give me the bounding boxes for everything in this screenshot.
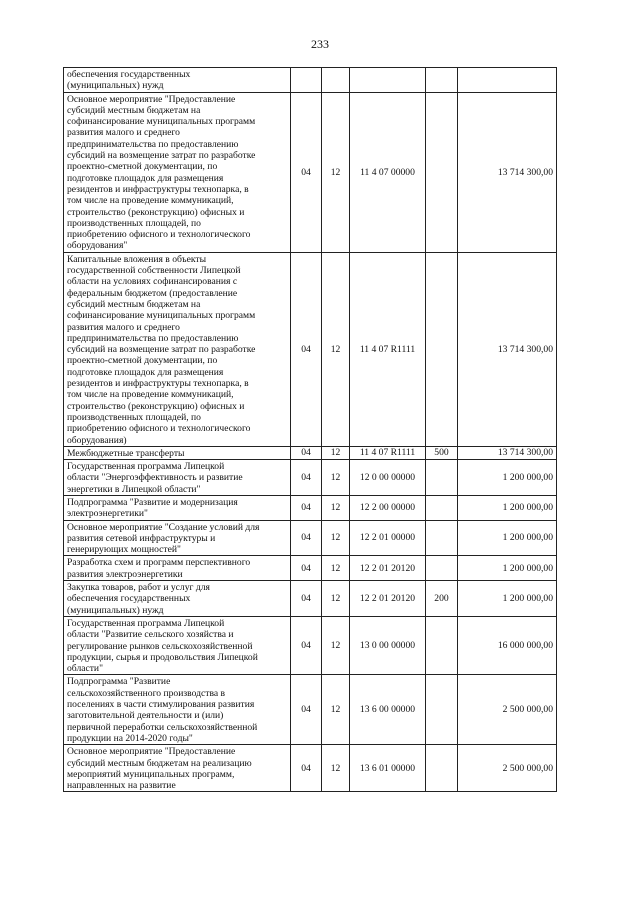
expense-type-code [426, 745, 458, 792]
expense-type-code [426, 675, 458, 745]
target-article-code: 12 2 01 20120 [350, 581, 426, 617]
table-row [64, 68, 557, 93]
section-code: 04 [291, 252, 322, 446]
amount: 16 000 000,00 [458, 616, 557, 674]
row-description: Основное мероприятие "Создание условий для развития сетевой инфраструктуры и генерирующих мощностей" [64, 520, 291, 556]
section-code: 04 [291, 581, 322, 617]
subsection-code: 12 [322, 556, 350, 581]
expense-type-code [426, 460, 458, 496]
expense-type-code [426, 68, 458, 93]
target-article-code: 13 6 00 00000 [350, 675, 426, 745]
amount: 13 714 300,00 [458, 92, 557, 252]
target-article-code: 12 0 00 00000 [350, 460, 426, 496]
table-row [64, 520, 557, 556]
row-description: Государственная программа Липецкой области "Развитие сельского хозяйства и регулирование рынков сельскохозяйственной продукции, сырья и продовольствия Липецкой области" [64, 616, 291, 674]
target-article-code: 13 6 01 00000 [350, 745, 426, 792]
subsection-code [322, 68, 350, 93]
target-article-code: 11 4 07 R1111 [350, 446, 426, 459]
table-row [64, 252, 557, 446]
amount: 1 200 000,00 [458, 556, 557, 581]
section-code: 04 [291, 92, 322, 252]
expense-type-code [426, 92, 458, 252]
amount: 2 500 000,00 [458, 745, 557, 792]
row-description: Подпрограмма "Развитие и модернизация электроэнергетики" [64, 495, 291, 520]
page-number: 233 [311, 37, 329, 51]
table-row [64, 556, 557, 581]
expense-type-code [426, 556, 458, 581]
amount [458, 68, 557, 93]
amount: 13 714 300,00 [458, 446, 557, 459]
amount: 1 200 000,00 [458, 460, 557, 496]
target-article-code: 12 2 01 00000 [350, 520, 426, 556]
expense-type-code [426, 520, 458, 556]
target-article-code: 11 4 07 R1111 [350, 252, 426, 446]
table-row [64, 460, 557, 496]
table-row [64, 92, 557, 252]
target-article-code: 11 4 07 00000 [350, 92, 426, 252]
row-description: Государственная программа Липецкой области "Энергоэффективность и развитие энергетики в Липецкой области" [64, 460, 291, 496]
section-code: 04 [291, 556, 322, 581]
expense-type-code: 500 [426, 446, 458, 459]
section-code: 04 [291, 446, 322, 459]
subsection-code: 12 [322, 520, 350, 556]
subsection-code: 12 [322, 616, 350, 674]
section-code: 04 [291, 495, 322, 520]
target-article-code: 12 2 01 20120 [350, 556, 426, 581]
table-row [64, 675, 557, 745]
budget-table [63, 67, 557, 792]
row-description: Межбюджетные трансферты [64, 446, 291, 459]
subsection-code: 12 [322, 675, 350, 745]
row-description: обеспечения государственных (муниципальных) нужд [64, 68, 291, 93]
row-description: Основное мероприятие "Предоставление субсидий местным бюджетам на софинансирование муниципальных программ развития малого и среднего предпринимательства по предоставлению субсидий на возмещение затрат по разработке проектно-сметной документации, по подготовке площадок для размещения резидентов и инфраструктуры технопарка, в том числе на проведение коммуникаций, строительство (реконструкцию) офисных и производственных площадей, по приобретению офисного и технологического оборудования" [64, 92, 291, 252]
subsection-code: 12 [322, 446, 350, 459]
section-code: 04 [291, 460, 322, 496]
section-code [291, 68, 322, 93]
expense-type-code [426, 252, 458, 446]
section-code: 04 [291, 675, 322, 745]
subsection-code: 12 [322, 252, 350, 446]
target-article-code: 13 0 00 00000 [350, 616, 426, 674]
row-description: Подпрограмма "Развитие сельскохозяйственного производства в поселениях в части стимулирования развития заготовительной деятельности и (или) первичной переработки сельскохозяйственной продукции на 2014-2020 годы" [64, 675, 291, 745]
expense-type-code: 200 [426, 581, 458, 617]
amount: 13 714 300,00 [458, 252, 557, 446]
amount: 2 500 000,00 [458, 675, 557, 745]
subsection-code: 12 [322, 745, 350, 792]
row-description: Капитальные вложения в объекты государственной собственности Липецкой области на условиях софинансирования с федеральным бюджетом (предоставление субсидий местным бюджетам на софинансирование муниципальных программ развития малого и среднего предпринимательства по предоставлению субсидий на возмещение затрат по разработке проектно-сметной документации, по подготовке площадок для размещения резидентов и инфраструктуры технопарка, в том числе на проведение коммуникаций, строительство (реконструкцию) офисных и производственных площадей, по приобретению офисного и технологического оборудования) [64, 252, 291, 446]
row-description: Основное мероприятие "Предоставление субсидий местным бюджетам на реализацию мероприятий муниципальных программ, направленных на развитие [64, 745, 291, 792]
table-row [64, 745, 557, 792]
target-article-code: 12 2 00 00000 [350, 495, 426, 520]
expense-type-code [426, 616, 458, 674]
subsection-code: 12 [322, 581, 350, 617]
section-code: 04 [291, 520, 322, 556]
table-row [64, 495, 557, 520]
section-code: 04 [291, 616, 322, 674]
row-description: Разработка схем и программ перспективного развития электроэнергетики [64, 556, 291, 581]
amount: 1 200 000,00 [458, 581, 557, 617]
budget-table-body [64, 68, 557, 792]
table-row [64, 581, 557, 617]
expense-type-code [426, 495, 458, 520]
amount: 1 200 000,00 [458, 495, 557, 520]
table-row [64, 446, 557, 459]
row-description: Закупка товаров, работ и услуг для обеспечения государственных (муниципальных) нужд [64, 581, 291, 617]
section-code: 04 [291, 745, 322, 792]
subsection-code: 12 [322, 460, 350, 496]
amount: 1 200 000,00 [458, 520, 557, 556]
subsection-code: 12 [322, 495, 350, 520]
subsection-code: 12 [322, 92, 350, 252]
table-row [64, 616, 557, 674]
target-article-code [350, 68, 426, 93]
